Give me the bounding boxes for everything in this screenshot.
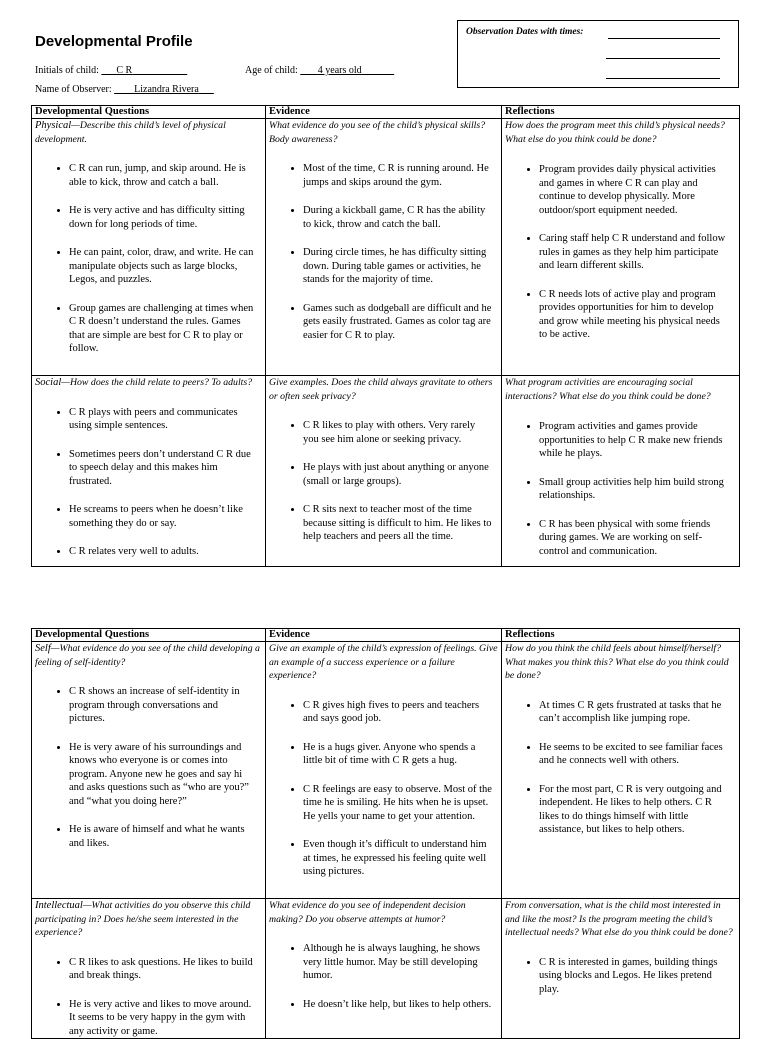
evidence-list <box>269 942 498 1011</box>
list-item: • Most of the time, C R is running around. He jumps and skips around the gym. <box>303 162 498 189</box>
question-prompt: Intellectual—What activities do you observe this child participating in? Does he/she seem interested in the experience? <box>35 900 251 938</box>
list-item: • C R has been physical with some friends during games. We are working on self-control and communication. <box>539 518 736 559</box>
col-header-questions: Developmental Questions <box>32 106 266 119</box>
questions-cell <box>32 119 266 376</box>
questions-cell <box>32 376 266 567</box>
reflection-list <box>505 699 736 837</box>
evidence-cell <box>266 642 502 899</box>
question-prompt: Physical—Describe this child’s level of physical development. <box>35 120 226 145</box>
observation-dates-box <box>457 20 739 88</box>
list-item: • Although he is always laughing, he shows very little humor. May be still developing humor. <box>303 942 498 983</box>
age-line <box>245 65 394 76</box>
evidence-list <box>269 419 498 544</box>
reflections-cell <box>502 899 740 1039</box>
list-item: • He screams to peers when he doesn’t like something they do or say. <box>69 503 262 530</box>
age-label: Age of child: <box>245 65 298 76</box>
observer-line <box>35 84 214 95</box>
list-item: • C R can run, jump, and skip around. He is able to kick, throw and catch a ball. <box>69 162 262 189</box>
page-title: Developmental Profile <box>35 33 193 50</box>
category-label: Physical <box>35 120 72 131</box>
observer-label: Name of Observer: <box>35 84 112 95</box>
reflection-list <box>505 956 736 997</box>
initials-value: C R <box>116 65 133 76</box>
list-item: • Group games are challenging at times when C R doesn’t understand the rules. Games that are simple are best for C R to play or follow. <box>69 302 262 356</box>
category-label: Intellectual <box>35 900 83 911</box>
evidence-cell <box>266 376 502 567</box>
list-item: • He plays with just about anything or anyone (small or large groups). <box>303 461 498 488</box>
initials-line <box>35 65 187 76</box>
list-item: • C R likes to play with others. Very rarely you see him alone or seeking privacy. <box>303 419 498 446</box>
reflection-list <box>505 420 736 558</box>
observation-dates-label: Observation Dates with times: <box>466 27 584 37</box>
question-prompt: Self—What evidence do you see of the child developing a feeling of self-identity? <box>35 643 260 668</box>
list-item: • C R relates very well to adults. <box>69 545 262 559</box>
list-item: • C R is interested in games, building things using blocks and Legos. He likes pretend play. <box>539 956 736 997</box>
observation-line-2 <box>606 58 720 59</box>
list-item: • He doesn’t like help, but likes to help others. <box>303 998 498 1012</box>
list-item: • C R sits next to teacher most of the time because sitting is difficult to him. He likes to help teachers and peers all the time. <box>303 503 498 544</box>
question-list <box>35 162 262 356</box>
reflection-list <box>505 163 736 342</box>
evidence-prompt: What evidence do you see of independent decision making? Do you observe attempts at humor? <box>269 900 466 925</box>
profile-table-2 <box>31 628 740 1039</box>
list-item: • Sometimes peers don’t understand C R due to speech delay and this makes him frustrated. <box>69 448 262 489</box>
col-header-reflections: Reflections <box>502 106 740 119</box>
evidence-list <box>269 699 498 879</box>
col-header-evidence: Evidence <box>266 106 502 119</box>
category-label: Social <box>35 377 62 388</box>
list-item: • He is aware of himself and what he wants and likes. <box>69 823 262 850</box>
list-item: • Even though it’s difficult to understand him at times, he expressed his feeling quite well using pictures. <box>303 838 498 879</box>
list-item: • Program provides daily physical activities and games in where C R can play and continue to develop physically. More outdoor/sport equipment needed. <box>539 163 736 217</box>
profile-table-1 <box>31 105 740 567</box>
evidence-cell <box>266 119 502 376</box>
list-item: • During a kickball game, C R has the ability to kick, throw and catch the ball. <box>303 204 498 231</box>
list-item: • C R shows an increase of self-identity in program through conversations and pictures. <box>69 685 262 726</box>
question-list <box>35 956 262 1039</box>
reflection-prompt: How does the program meet this child’s physical needs? What else do you think could be done? <box>505 120 725 145</box>
col-header-questions: Developmental Questions <box>32 629 266 642</box>
evidence-cell <box>266 899 502 1039</box>
evidence-prompt: What evidence do you see of the child’s physical skills? Body awareness? <box>269 120 486 145</box>
list-item: • He is very aware of his surroundings and knows who everyone is or comes into program. Anyone new he goes and say hi and asks questions such as “who are you?” and “what you doing here?” <box>69 741 262 809</box>
list-item: • Small group activities help him build strong relationships. <box>539 476 736 503</box>
reflection-prompt: What program activities are encouraging social interactions? What else do you think could be done? <box>505 377 711 402</box>
list-item: • C R feelings are easy to observe. Most of the time he is smiling. He hits when he is upset. He yells your name to get your attention. <box>303 783 498 824</box>
category-label: Self <box>35 643 51 654</box>
col-header-reflections: Reflections <box>502 629 740 642</box>
list-item: • He is a hugs giver. Anyone who spends a little bit of time with C R gets a hug. <box>303 741 498 768</box>
question-list <box>35 406 262 559</box>
list-item: • C R plays with peers and communicates using simple sentences. <box>69 406 262 433</box>
list-item: • He is very active and has difficulty sitting down for long periods of time. <box>69 204 262 231</box>
header-row <box>32 629 740 642</box>
list-item: • Games such as dodgeball are difficult and he gets easily frustrated. Games as color tag are easier for C R to play. <box>303 302 498 343</box>
questions-cell <box>32 642 266 899</box>
reflections-cell <box>502 642 740 899</box>
observation-line-1 <box>608 38 720 39</box>
reflections-cell <box>502 119 740 376</box>
reflections-cell <box>502 376 740 567</box>
list-item: • C R gives high fives to peers and teachers and says good job. <box>303 699 498 726</box>
section-row-intellectual <box>32 899 740 1039</box>
questions-cell <box>32 899 266 1039</box>
observation-line-3 <box>606 78 720 79</box>
evidence-prompt: Give an example of the child’s expression of feelings. Give an example of a success experience or a failure experience? <box>269 643 498 681</box>
list-item: • He can paint, color, draw, and write. He can manipulate objects such as large blocks, Legos, and puzzles. <box>69 246 262 287</box>
col-header-evidence: Evidence <box>266 629 502 642</box>
question-list <box>35 685 262 850</box>
reflection-prompt: From conversation, what is the child most interested in and like the most? Is the program meeting the child’s intellectual needs? What else do you think could be done? <box>505 900 733 938</box>
list-item: • C R needs lots of active play and program provides opportunities for him to develop and grow while meeting his physical needs to be active. <box>539 288 736 342</box>
list-item: • He is very active and likes to move around. It seems to be very happy in the gym with any activity or game. <box>69 998 262 1039</box>
age-value: 4 years old <box>317 65 362 76</box>
question-prompt: Social—How does the child relate to peers? To adults? <box>35 377 253 388</box>
list-item: • During circle times, he has difficulty sitting down. During table games or activities, he stands for the majority of time. <box>303 246 498 287</box>
observer-value: Lizandra Rivera <box>134 84 199 95</box>
section-row-social <box>32 376 740 567</box>
section-row-physical <box>32 119 740 376</box>
list-item: • He seems to be excited to see familiar faces and he connects well with others. <box>539 741 736 768</box>
section-row-self <box>32 642 740 899</box>
header-row <box>32 106 740 119</box>
list-item: • Program activities and games provide opportunities to help C R make new friends while he plays. <box>539 420 736 461</box>
reflection-prompt: How do you think the child feels about himself/herself? What makes you think this? What else do you think could be done? <box>505 643 729 681</box>
list-item: • C R likes to ask questions. He likes to build and break things. <box>69 956 262 983</box>
list-item: • At times C R gets frustrated at tasks that he can’t accomplish like jumping rope. <box>539 699 736 726</box>
evidence-list <box>269 162 498 342</box>
list-item: • For the most part, C R is very outgoing and independent. He likes to help others. C R likes to do things himself with little assistance, but likes to help others. <box>539 783 736 837</box>
initials-label: Initials of child: <box>35 65 99 76</box>
evidence-prompt: Give examples. Does the child always gravitate to others or often seek privacy? <box>269 377 493 402</box>
list-item: • Caring staff help C R understand and follow rules in games as they help him participate and learn different skills. <box>539 232 736 273</box>
